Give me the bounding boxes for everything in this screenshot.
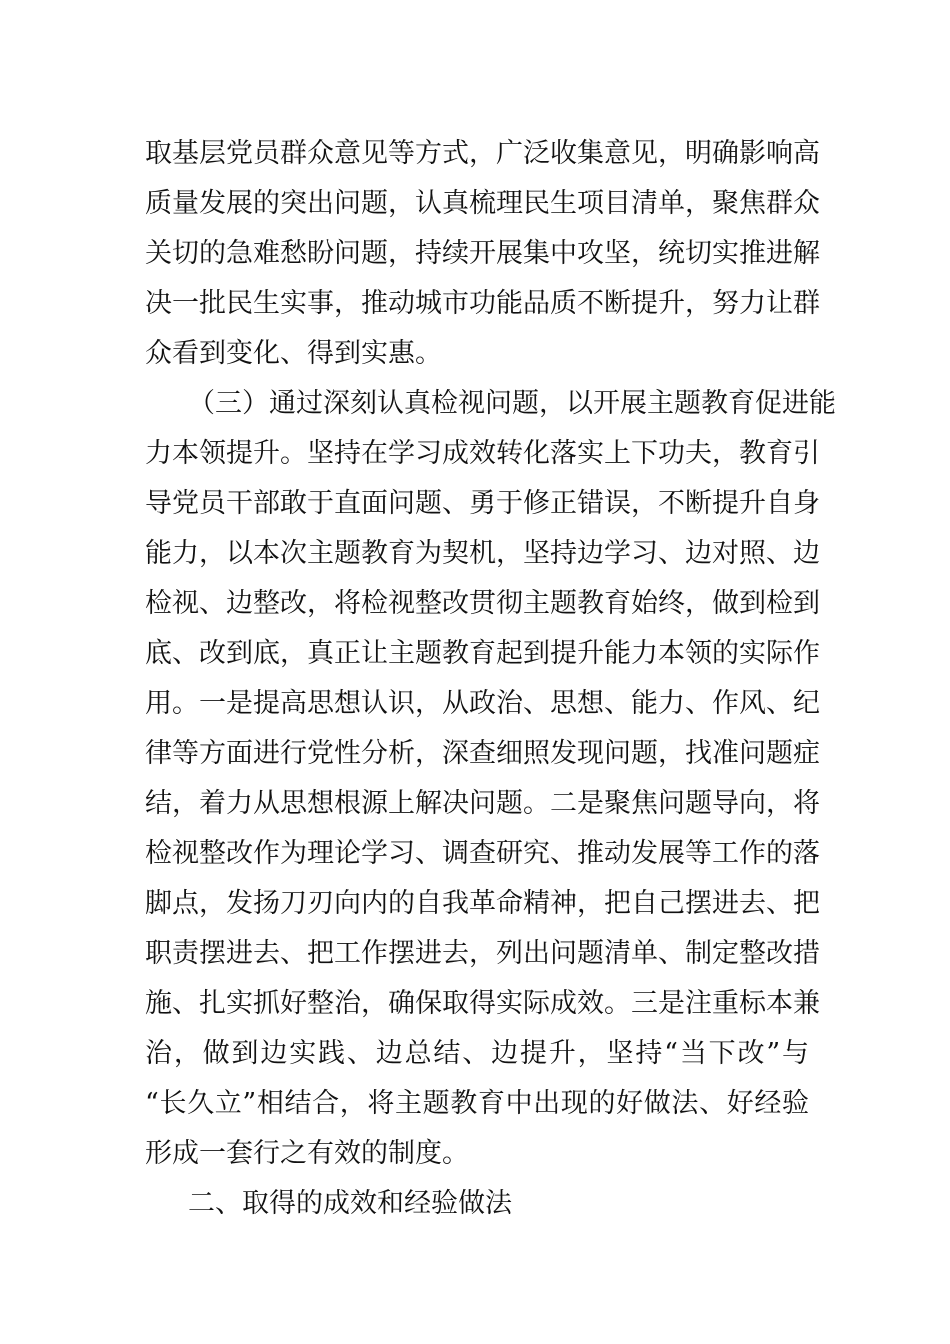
paragraph-line: 能力，以本次主题教育为契机，坚持边学习、边对照、边	[145, 538, 820, 569]
paragraph-line: 决一批民生实事，推动城市功能品质不断提升，努力让群	[145, 288, 820, 319]
paragraph-line: 职责摆进去、把工作摆进去，列出问题清单、制定整改措	[145, 938, 820, 969]
section-heading: 二、取得的成效和经验做法	[188, 1188, 512, 1219]
paragraph-line: 治，做到边实践、边总结、边提升，坚持“当下改”与	[145, 1038, 809, 1069]
paragraph-line: 力本领提升。坚持在学习成效转化落实上下功夫，教育引	[145, 438, 820, 469]
paragraph-line: 检视整改作为理论学习、调查研究、推动发展等工作的落	[145, 838, 820, 869]
paragraph-line: （三）通过深刻认真检视问题，以开展主题教育促进能	[188, 388, 836, 419]
paragraph-line: 底、改到底，真正让主题教育起到提升能力本领的实际作	[145, 638, 820, 669]
paragraph-line: 检视、边整改，将检视整改贯彻主题教育始终，做到检到	[145, 588, 820, 619]
paragraph-line: 众看到变化、得到实惠。	[145, 338, 442, 369]
paragraph-line: 取基层党员群众意见等方式，广泛收集意见，明确影响高	[145, 138, 820, 169]
paragraph-line: 形成一套行之有效的制度。	[145, 1138, 469, 1169]
paragraph-line: 施、扎实抓好整治，确保取得实际成效。三是注重标本兼	[145, 988, 820, 1019]
paragraph-line: 导党员干部敢于直面问题、勇于修正错误，不断提升自身	[145, 488, 820, 519]
paragraph-line: 用。一是提高思想认识，从政治、思想、能力、作风、纪	[145, 688, 820, 719]
paragraph-line: 关切的急难愁盼问题，持续开展集中攻坚，统切实推进解	[145, 238, 820, 269]
paragraph-line: 脚点，发扬刀刃向内的自我革命精神，把自己摆进去、把	[145, 888, 820, 919]
paragraph-line: “长久立”相结合，将主题教育中出现的好做法、好经验	[145, 1088, 809, 1119]
paragraph-line: 律等方面进行党性分析，深查细照发现问题，找准问题症	[145, 738, 820, 769]
paragraph-line: 质量发展的突出问题，认真梳理民生项目清单，聚焦群众	[145, 188, 820, 219]
paragraph-line: 结，着力从思想根源上解决问题。二是聚焦问题导向，将	[145, 788, 820, 819]
